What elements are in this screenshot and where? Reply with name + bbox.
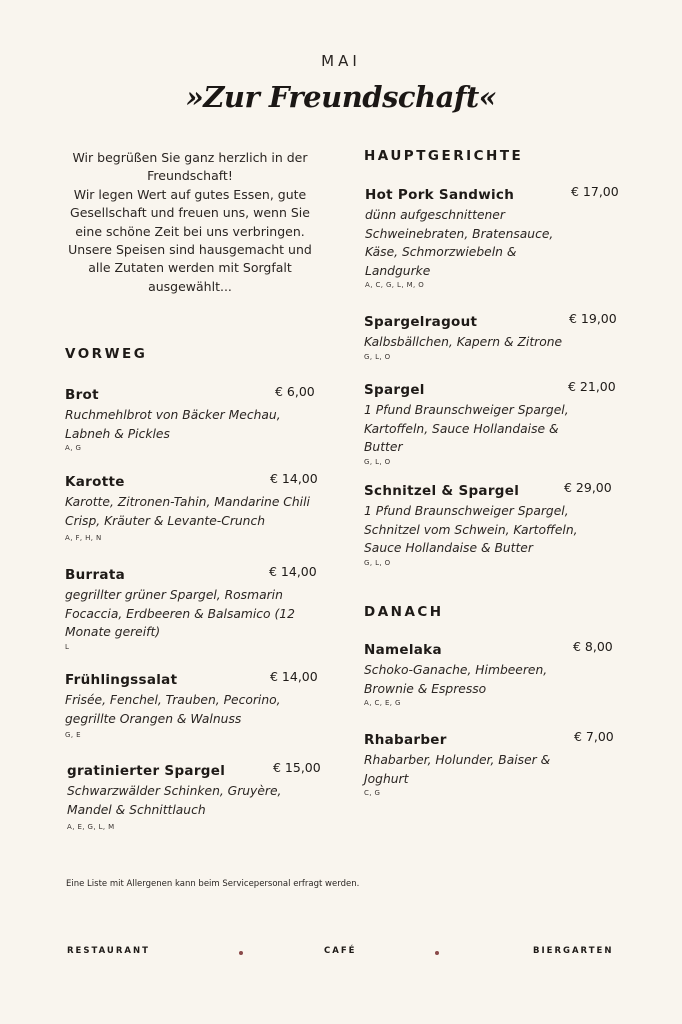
dish-name: Karotte	[65, 474, 125, 490]
section-heading-danach: DANACH	[364, 604, 444, 620]
menu-item	[364, 480, 614, 567]
dish-price: € 17,00	[571, 184, 619, 199]
dish-name: Frühlingssalat	[65, 672, 178, 688]
dish-price: € 7,00	[574, 729, 614, 744]
footer	[0, 946, 682, 960]
dish-description: 1 Pfund Braunschweiger Spargel, Kartoffeln, Sauce Hollandaise & Butter	[364, 403, 569, 455]
dish-name: Brot	[65, 387, 99, 403]
footer-biergarten: BIERGARTEN	[533, 946, 614, 956]
separator-dot-icon	[435, 951, 439, 955]
dish-description: Ruchmehlbrot von Bäcker Mechau, Labneh & Pickles	[65, 408, 281, 441]
dish-allergens: A, C, E, G	[364, 699, 401, 708]
dish-description: Schoko-Ganache, Himbeeren, Brownie & Espresso	[364, 663, 548, 696]
intro-line: Wir begrüßen Sie ganz herzlich in der Freundschaft!	[72, 150, 308, 184]
menu-item	[364, 379, 614, 466]
dish-allergens: A, F, H, N	[65, 534, 102, 543]
intro-line: Wir legen Wert auf gutes Essen, gute Gesellschaft und freuen uns, wenn Sie eine schöne Zeit bei uns verbringen.	[70, 186, 310, 239]
dish-price: € 6,00	[275, 384, 315, 399]
separator-dot-icon	[239, 951, 243, 955]
menu-item	[65, 564, 315, 651]
restaurant-title: »Zur Freundschaft«	[185, 80, 497, 114]
footer-restaurant: RESTAURANT	[67, 946, 150, 956]
dish-price: € 8,00	[573, 639, 613, 654]
dish-price: € 19,00	[569, 311, 617, 326]
intro-text	[58, 149, 322, 296]
intro-line: Unsere Speisen sind hausgemacht und alle Zutaten werden mit Sorgfalt ausgewählt...	[68, 242, 312, 294]
dish-description: dünn aufgeschnittener Schweinebraten, Bratensauce, Käse, Schmorzwiebeln & Landgurke	[365, 208, 554, 278]
menu-item	[65, 384, 315, 452]
dish-name: Namelaka	[364, 642, 442, 658]
dish-price: € 29,00	[564, 480, 612, 495]
dish-price: € 14,00	[269, 564, 317, 579]
dish-allergens: C, G	[364, 789, 381, 798]
dish-description: gegrillter grüner Spargel, Rosmarin Focaccia, Erdbeeren & Balsamico (12 Monate gereift)	[65, 588, 295, 640]
dish-description: Rhabarber, Holunder, Baiser & Joghurt	[364, 753, 551, 786]
dish-name: Rhabarber	[364, 732, 447, 748]
dish-price: € 14,00	[270, 669, 318, 684]
dish-name: Schnitzel & Spargel	[364, 483, 520, 499]
dish-allergens: A, E, G, L, M	[67, 823, 115, 832]
dish-description: Schwarzwälder Schinken, Gruyère, Mandel & Schnittlauch	[67, 784, 282, 817]
dish-allergens: G, L, O	[364, 457, 391, 466]
section-heading-hauptgerichte: HAUPTGERICHTE	[364, 148, 524, 164]
dish-description: Kalbsbällchen, Kapern & Zitrone	[364, 335, 563, 349]
dish-name: Hot Pork Sandwich	[365, 187, 515, 203]
dish-name: gratinierter Spargel	[67, 763, 226, 779]
menu-item	[364, 639, 614, 707]
dish-allergens: G, L, O	[364, 352, 391, 361]
menu-item	[364, 729, 614, 797]
dish-allergens: A, C, G, L, M, O	[365, 281, 425, 290]
menu-item	[67, 760, 321, 832]
menu-item	[364, 311, 617, 361]
menu-item	[65, 669, 318, 740]
dish-allergens: G, E	[65, 731, 81, 740]
dish-price: € 15,00	[273, 760, 321, 775]
dish-description: Karotte, Zitronen-Tahin, Mandarine Chili Crisp, Kräuter & Levante-Crunch	[65, 495, 310, 528]
dish-name: Spargelragout	[364, 314, 478, 330]
dish-name: Spargel	[364, 382, 425, 398]
menu-item	[365, 184, 619, 290]
menu-month: MAI	[321, 52, 361, 70]
section-heading-vorweg: VORWEG	[65, 346, 148, 362]
menu-item	[65, 471, 323, 542]
dish-description: 1 Pfund Braunschweiger Spargel, Schnitzel vom Schwein, Kartoffeln, Sauce Hollandaise & Butter	[364, 504, 578, 556]
dish-allergens: L	[65, 642, 70, 651]
dish-price: € 14,00	[270, 471, 318, 486]
dish-name: Burrata	[65, 567, 125, 583]
allergen-note: Eine Liste mit Allergenen kann beim Servicepersonal erfragt werden.	[66, 879, 360, 889]
dish-allergens: A, G	[65, 444, 82, 453]
dish-price: € 21,00	[568, 379, 616, 394]
footer-cafe: CAFÉ	[324, 946, 357, 956]
dish-allergens: G, L, O	[364, 558, 391, 567]
dish-description: Frisée, Fenchel, Trauben, Pecorino, gegrillte Orangen & Walnuss	[65, 693, 281, 726]
